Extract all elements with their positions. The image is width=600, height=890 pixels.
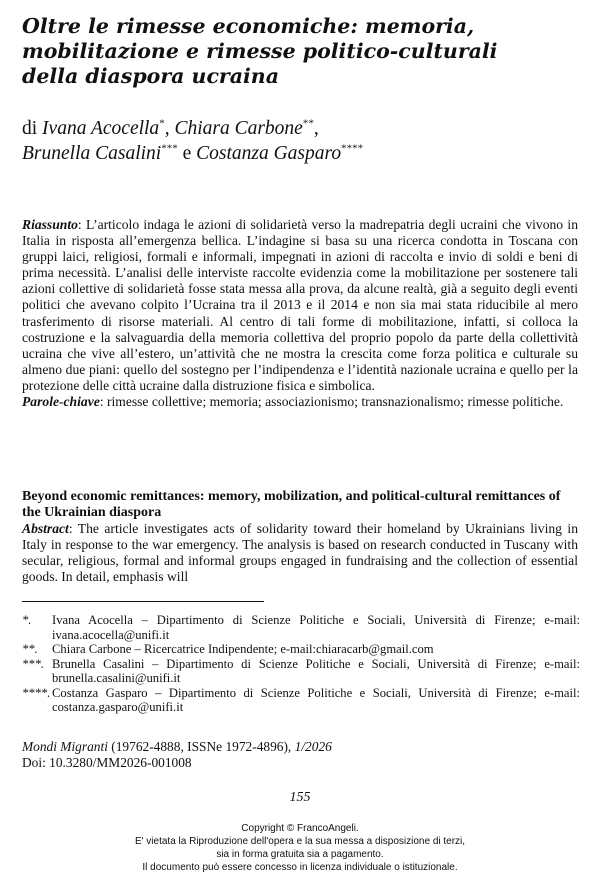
english-abstract-text	[22, 521, 578, 585]
page-number: 155	[289, 790, 311, 805]
author-3: Brunella Casalini	[22, 143, 162, 164]
author-list	[22, 116, 582, 166]
keywords-label: Parole-chiave	[22, 394, 100, 410]
journal-issn: (19762-4888, ISSNe 1972-4896),	[107, 739, 295, 754]
footnote-text: Chiara Carbone – Ricercatrice Indipendente; e-mail:chiaracarb@gmail.com	[52, 642, 434, 656]
italian-abstract	[22, 217, 578, 410]
footnote-text: Ivana Acocella – Dipartimento di Scienze Politiche e Sociali, Università di Firenze; e-mail: ivana.acocella@unifi.it	[52, 613, 580, 642]
abstract-body: : The article investigates acts of solidarity toward their homeland by Ukrainians living in Italy in response to the war emergency. The analysis is based on research conducted in Tuscany with secular, religious, formal and informal groups engaged in fundraising and the collection of essential goods. In detail, emphasis will	[22, 521, 578, 585]
footnote	[22, 613, 580, 642]
copyright-line-3: sia in forma gratuita sia a pagamento.	[216, 849, 384, 860]
author-3-mark: ***	[161, 142, 178, 155]
title-line-2: mobilitazione e rimesse politico-culturali	[22, 39, 498, 63]
copyright-notice	[0, 822, 600, 874]
abstract-label: Abstract	[22, 521, 69, 536]
footnote-divider	[22, 601, 264, 602]
footnote-mark: ****.	[22, 685, 51, 700]
author-4: Costanza Gasparo	[196, 143, 342, 164]
english-title: Beyond economic remittances: memory, mobilization, and political-cultural remittances of the Ukrainian diaspora	[22, 489, 561, 520]
footnotes	[22, 613, 580, 715]
footnote	[22, 642, 580, 657]
italian-keywords	[22, 394, 578, 410]
riassunto-label: Riassunto	[22, 217, 78, 232]
copyright-line-4: Il documento può essere concesso in licenza individuale o istituzionale.	[142, 862, 458, 873]
author-1-mark: *	[159, 117, 165, 130]
copyright-line-1: Copyright © FrancoAngeli.	[241, 823, 359, 834]
journal-issue: 1/2026	[294, 739, 332, 754]
journal-doi: Doi: 10.3280/MM2026-001008	[22, 755, 192, 770]
author-1: Ivana Acocella	[42, 118, 160, 139]
author-separator-1: ,	[164, 118, 170, 139]
author-conjunction: e	[182, 143, 192, 164]
article-title	[22, 14, 582, 89]
copyright-line-2: E' vietata la Riproduzione dell'opera e la sua messa a disposizione di terzi,	[134, 836, 466, 847]
english-abstract	[22, 489, 578, 585]
footnote	[22, 686, 580, 715]
italian-abstract-text	[22, 217, 578, 394]
footnote-mark: *.	[22, 613, 32, 627]
journal-citation	[22, 739, 582, 771]
author-prefix: di	[22, 118, 38, 139]
author-separator-2: ,	[313, 118, 319, 139]
footnote-mark: **.	[22, 642, 38, 656]
author-4-mark: ****	[341, 142, 364, 155]
journal-name: Mondi Migranti	[22, 739, 108, 754]
author-2: Chiara Carbone	[174, 118, 303, 139]
footnote-text: Costanza Gasparo – Dipartimento di Scienze Politiche e Sociali, Università di Firenze; e-mail: costanza.gasparo@unifi.it	[52, 685, 580, 714]
footnote-mark: ***.	[22, 656, 45, 671]
footnote-text: Brunella Casalini – Dipartimento di Scienze Politiche e Sociali, Università di Firenze; e-mail: brunella.casalini@unifi.it	[52, 656, 580, 685]
riassunto-body: : L’articolo indaga le azioni di solidarietà verso la madrepatria degli ucraini che vivono in Italia in risposta all’emergenza bellica. L’indagine si basa su una ricerca condotta in Toscana con gruppi laici, religiosi, formali e informali, impegnati in azioni di raccolta e invio di soldi e beni di prima necessità. L’analisi delle interviste raccolte evidenzia come la mobilitazione per sostenere tali azioni collettive di solidarietà fosse stata messa alla prova, da alcune realtà, già a seguito degli eventi politici che avevano colpito l’Ucraina tra il 2013 e il 2014 e non sia mai stata riducibile al mero trasferimento di risorse materiali. Al centro di tali forme di mobilitazione, infatti, si colloca la costruzione e la salvaguardia della memoria collettiva del proprio popolo da parte della collettività ucraina che vive all’estero, un’attività che ne mostra la crescita come forza politica e culturale su almeno due piani: quello del sostegno per l’indipendenza e l’identità nazionale ucraina e quello per la protezione delle città ucraine dalla distruzione fisica e simbolica.	[22, 217, 578, 393]
author-2-mark: **	[302, 117, 314, 130]
footnote	[22, 657, 580, 686]
title-line-1: Oltre le rimesse economiche: memoria,	[22, 14, 475, 38]
title-line-3: della diaspora ucraina	[22, 64, 279, 88]
keywords-body: : rimesse collettive; memoria; associazionismo; transnazionalismo; rimesse politiche.	[99, 394, 564, 410]
